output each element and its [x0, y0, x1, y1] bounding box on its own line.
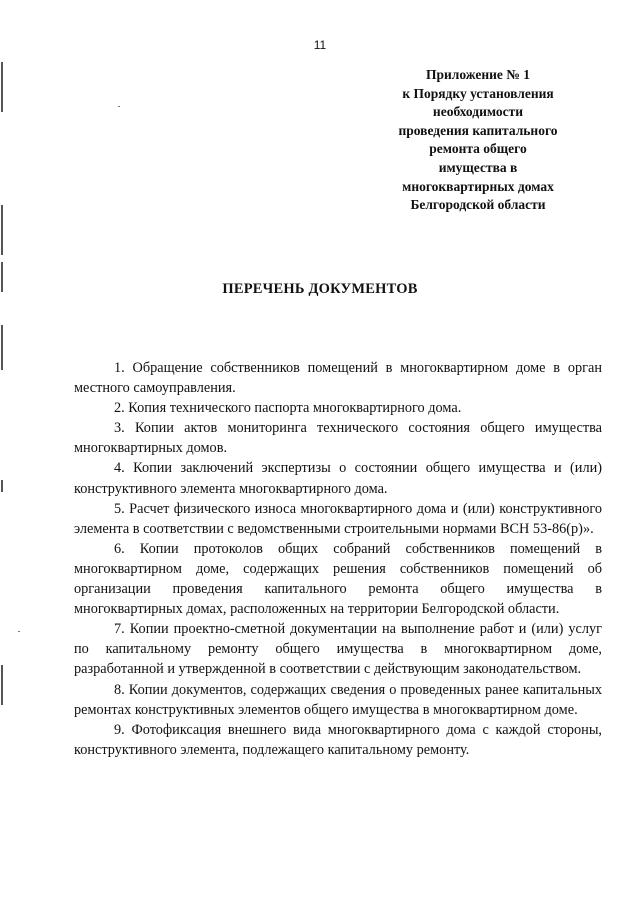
appendix-line: ремонта общего	[429, 141, 527, 157]
appendix-line: Приложение № 1	[426, 67, 530, 82]
appendix-line: Белгородской области	[410, 197, 546, 213]
document-list-item: 7. Копии проектно-сметной документации на выполнение работ и (или) услуг по капитальному ремонту общего имущества в многоквартирном доме, разработанной и утвержденной в соответствии с действующим законодательством.	[74, 621, 602, 678]
page-number: 11	[313, 38, 327, 52]
scan-margin-line	[1, 62, 3, 112]
appendix-line: необходимости	[432, 104, 524, 120]
appendix-header	[372, 66, 584, 215]
scan-margin-line	[1, 665, 3, 705]
appendix-line: многоквартирных домах	[402, 178, 554, 194]
scan-speck	[118, 106, 120, 107]
document-list-item: 8. Копии документов, содержащих сведения о проведенных ранее капитальных ремонтах конструктивных элементов общего имущества в многоквартирном доме.	[74, 681, 602, 718]
document-list	[74, 358, 602, 760]
document-list-item: 6. Копии протоколов общих собраний собственников помещений в многоквартирном доме, содержащих решения собственников помещений об организации проведения капитального ремонта общего имущества в многоквартирных домах, расположенных на территории Белгородской области.	[74, 540, 602, 618]
document-list-item: 1. Обращение собственников помещений в многоквартирном доме в орган местного самоуправления.	[74, 360, 602, 397]
scan-margin-line	[1, 480, 3, 492]
scan-margin-line	[1, 325, 3, 370]
document-list-item: 4. Копии заключений экспертизы о состоянии общего имущества и (или) конструктивного элемента многоквартирного дома.	[74, 460, 602, 497]
document-list-item: 2. Копия технического паспорта многоквартирного дома.	[114, 400, 462, 417]
scan-margin-line	[1, 205, 3, 255]
appendix-line: имущества в	[438, 159, 518, 175]
document-title: ПЕРЕЧЕНЬ ДОКУМЕНТОВ	[222, 281, 418, 297]
scan-speck	[18, 631, 20, 632]
document-list-item: 9. Фотофиксация внешнего вида многоквартирного дома с каждой стороны, конструктивного элемента, подлежащего капитальному ремонту.	[74, 721, 602, 758]
document-list-item: 5. Расчет физического износа многоквартирного дома и (или) конструктивного элемента в соответствии с ведомственными строительными нормами ВСН 53-86(р)».	[74, 500, 602, 537]
appendix-line: проведения капитального	[398, 122, 558, 138]
document-list-item: 3. Копии актов мониторинга технического состояния общего имущества многоквартирных домов.	[74, 420, 602, 457]
appendix-line: к Порядку установления	[402, 85, 554, 101]
